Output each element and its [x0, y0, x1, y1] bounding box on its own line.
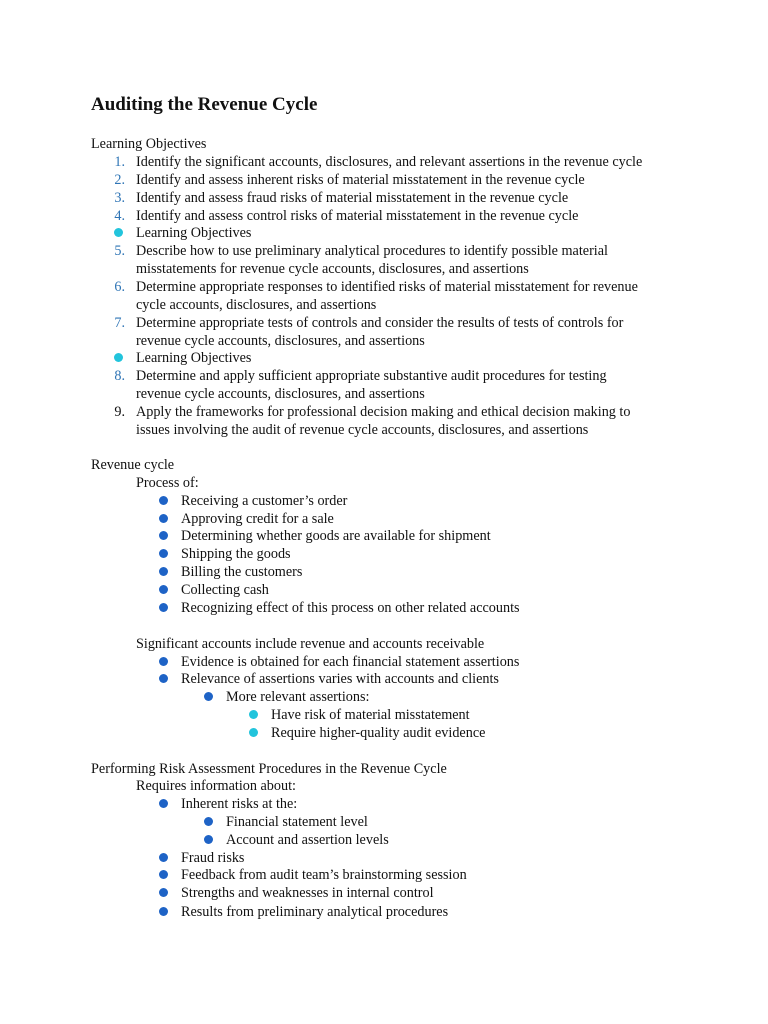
- bullet-icon: [159, 585, 168, 594]
- list-item-text: Shipping the goods: [181, 546, 291, 562]
- bullet-icon: [159, 907, 168, 916]
- list-item-text: Require higher-quality audit evidence: [271, 725, 486, 741]
- requires-label: Requires information about:: [136, 778, 296, 794]
- list-item-text: Fraud risks: [181, 850, 245, 866]
- list-item-text: Determining whether goods are available for shipment: [181, 528, 491, 544]
- bullet-icon: [159, 888, 168, 897]
- objective-text: Describe how to use preliminary analytical procedures to identify possible material: [136, 243, 608, 259]
- risk-assessment-heading: Performing Risk Assessment Procedures in the Revenue Cycle: [91, 761, 447, 777]
- list-number: 8.: [114, 368, 125, 384]
- list-item-text: More relevant assertions:: [226, 689, 370, 705]
- bullet-icon: [159, 657, 168, 666]
- list-number: 4.: [114, 208, 125, 224]
- bullet-icon: [159, 853, 168, 862]
- bullet-icon: [204, 817, 213, 826]
- objective-text: revenue cycle accounts, disclosures, and assertions: [136, 386, 425, 402]
- objective-text: issues involving the audit of revenue cycle accounts, disclosures, and assertions: [136, 422, 589, 438]
- list-item-text: Receiving a customer’s order: [181, 493, 348, 509]
- bullet-icon: [159, 531, 168, 540]
- bullet-icon: [249, 728, 258, 737]
- objective-text: Identify and assess control risks of material misstatement in the revenue cycle: [136, 208, 579, 224]
- bullet-icon: [159, 567, 168, 576]
- bullet-icon: [159, 603, 168, 612]
- list-item-text: Collecting cash: [181, 582, 269, 598]
- bullet-icon: [114, 228, 123, 237]
- objective-text: Determine appropriate responses to identified risks of material misstatement for revenue: [136, 279, 638, 295]
- list-number: 7.: [114, 315, 125, 331]
- list-number: 1.: [114, 154, 125, 170]
- list-item-text: Recognizing effect of this process on other related accounts: [181, 600, 520, 616]
- list-item-text: Feedback from audit team’s brainstorming session: [181, 867, 467, 883]
- bullet-icon: [204, 692, 213, 701]
- objective-text: Identify and assess fraud risks of material misstatement in the revenue cycle: [136, 190, 569, 206]
- list-item-text: Strengths and weaknesses in internal control: [181, 885, 434, 901]
- objective-text: Identify the significant accounts, disclosures, and relevant assertions in the revenue cycle: [136, 154, 643, 170]
- objective-text: misstatements for revenue cycle accounts, disclosures, and assertions: [136, 261, 529, 277]
- bullet-icon: [159, 870, 168, 879]
- list-number: 9.: [114, 404, 125, 420]
- bullet-icon: [159, 549, 168, 558]
- bullet-icon: [159, 514, 168, 523]
- objective-text: Apply the frameworks for professional decision making and ethical decision making to: [136, 404, 631, 420]
- list-item-text: Financial statement level: [226, 814, 368, 830]
- objective-text: Identify and assess inherent risks of material misstatement in the revenue cycle: [136, 172, 585, 188]
- process-label: Process of:: [136, 475, 199, 491]
- bullet-icon: [159, 674, 168, 683]
- bullet-icon: [204, 835, 213, 844]
- page-title: Auditing the Revenue Cycle: [91, 94, 318, 115]
- bullet-icon: [249, 710, 258, 719]
- revenue-cycle-heading: Revenue cycle: [91, 457, 175, 473]
- bullet-icon: [159, 496, 168, 505]
- bullet-icon: [159, 799, 168, 808]
- objective-text: Determine and apply sufficient appropriate substantive audit procedures for testing: [136, 368, 607, 384]
- list-number: 5.: [114, 243, 125, 259]
- objective-text: cycle accounts, disclosures, and assertions: [136, 297, 377, 313]
- list-item-text: Have risk of material misstatement: [271, 707, 470, 723]
- objective-text: Learning Objectives: [136, 225, 252, 241]
- bullet-icon: [114, 353, 123, 362]
- significant-accounts-label: Significant accounts include revenue and accounts receivable: [136, 636, 485, 652]
- list-item-text: Inherent risks at the:: [181, 796, 298, 812]
- objective-text: Learning Objectives: [136, 350, 252, 366]
- list-number: 6.: [114, 279, 125, 295]
- list-item-text: Relevance of assertions varies with accounts and clients: [181, 671, 499, 687]
- list-item-text: Approving credit for a sale: [181, 511, 334, 527]
- list-item-text: Evidence is obtained for each financial statement assertions: [181, 654, 520, 670]
- objective-text: Determine appropriate tests of controls and consider the results of tests of controls for: [136, 315, 624, 331]
- list-item-text: Billing the customers: [181, 564, 303, 580]
- list-item-text: Account and assertion levels: [226, 832, 389, 848]
- objective-text: revenue cycle accounts, disclosures, and assertions: [136, 333, 425, 349]
- list-number: 2.: [114, 172, 125, 188]
- list-number: 3.: [114, 190, 125, 206]
- learning-objectives-heading: Learning Objectives: [91, 136, 207, 152]
- list-item-text: Results from preliminary analytical procedures: [181, 904, 449, 920]
